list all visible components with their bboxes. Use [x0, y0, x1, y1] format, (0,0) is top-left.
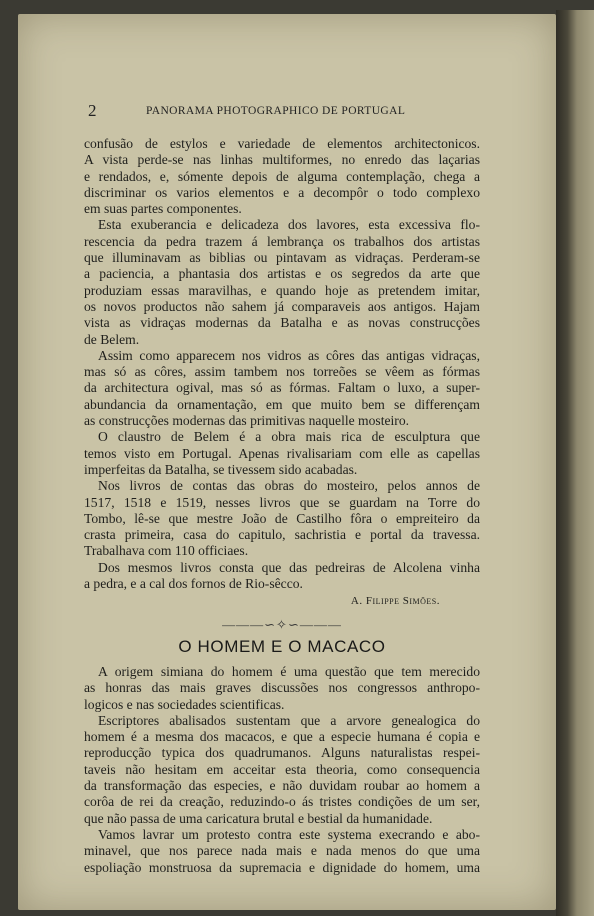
author-signature: A. Filippe Simões.: [350, 595, 440, 608]
article-body-1: [84, 136, 480, 640]
running-head: [88, 102, 480, 122]
text-line: Escriptores abalisados sustentam que a arvore genealogica do: [98, 712, 480, 728]
text-line: abundancia da ornamentação, em que muito bem se differençam: [84, 396, 480, 412]
running-title: PANORAMA PHOTOGRAPHICO DE PORTUGAL: [146, 105, 406, 117]
text-line: as honras das mais graves discussões nos congressos anthropo-: [84, 680, 480, 696]
text-line: A origem simiana do homem é uma questão que tem merecido: [98, 664, 480, 679]
text-line: as construcções modernas das primitivas naquelle mosteiro.: [84, 413, 410, 429]
text-line: Trabalhava com 110 officiaes.: [84, 543, 249, 559]
text-line: espoliação monstruosa da supremacia e dignidade do homem, uma: [84, 859, 480, 875]
text-line: 1517, 1518 e 1519, nesses livros que se guardam na Torre do: [84, 494, 480, 510]
text-line: temos visto em Portugal. Apenas rivalisariam com elle as capellas: [84, 445, 480, 461]
text-line: Esta exuberancia e delicadeza dos lavores, esta excessiva flo-: [98, 217, 480, 233]
text-line: a paciencia, a phantasia dos artistas e os segredos da arte que: [84, 266, 480, 282]
text-line: crasta primeira, casa do capitulo, sachristia e portal da travessa.: [84, 527, 480, 543]
text-line: confusão de estylos e variedade de elementos architectonicos.: [84, 136, 480, 151]
text-line: logicos e nas sociedades scientificas.: [84, 696, 285, 712]
book-spine: [556, 10, 594, 916]
section-ornament: ———∽✧∽———: [222, 617, 342, 633]
text-line: a pedra, e a cal dos fornos de Rio-sêcco.: [84, 576, 303, 592]
text-line: vista as vidraças modernas da Batalha e as novas construcções: [84, 315, 480, 331]
text-line: imperfeitas da Batalha, se tivessem sido acabadas.: [84, 461, 358, 477]
text-line: rescencia da pedra trazem á lembrança os trabalhos dos artistas: [84, 233, 480, 249]
text-line: discriminar os varios elementos e a decompôr o todo complexo: [84, 184, 480, 200]
text-line: Dos mesmos livros consta que das pedreiras de Alcolena vinha: [98, 559, 480, 575]
text-line: de Belem.: [84, 331, 140, 347]
text-line: minavel, que nos parece nada mais e nada menos do que uma: [84, 843, 480, 859]
section-title: O HOMEM E O MACACO: [178, 637, 386, 656]
text-line: reproducção typica dos quadrumanos. Alguns naturalistas respei-: [84, 745, 480, 761]
text-line: que não passa de uma caricatura brutal e bestial da humanidade.: [84, 810, 433, 826]
text-line: os novos productos não sahem já comparaveis aos antigos. Hajam: [84, 298, 480, 314]
text-line: da transformação das especies, e não duvidam roubar ao homem a: [84, 778, 480, 794]
text-line: produziam essas maravilhas, e quando hoje as pretendem imitar,: [84, 282, 480, 298]
text-line: homem é a mesma dos macacos, e que a especie humana é copia e: [84, 729, 480, 745]
text-line: O claustro de Belem é a obra mais rica de esculptura que: [98, 429, 480, 445]
text-line: da architectura ogival, mas só as fórmas. Faltam o luxo, a super-: [84, 380, 480, 396]
text-line: que illuminavam as biblias ou pintavam as vidraças. Perderam-se: [84, 250, 480, 266]
text-line: Vamos lavrar um protesto contra este systema execrando e abo-: [98, 826, 480, 842]
text-line: taveis não hesitam em acceitar esta theoria, como consequencia: [84, 761, 480, 777]
text-line: em suas partes componentes.: [84, 201, 242, 217]
text-line: Assim como apparecem nos vidros as côres das antigas vidraças,: [98, 347, 480, 363]
text-line: corôa de rei da creação, reduzindo-o ás tristes condições de um ser,: [84, 794, 480, 810]
page-number: 2: [88, 101, 97, 120]
text-line: Nos livros de contas das obras do mosteiro, pelos annos de: [98, 478, 480, 494]
text-line: mas só as côres, assim tambem nos torreões se vêem as fórmas: [84, 364, 480, 380]
text-line: e rendados, e, sómente depois de alguma contemplação, chega a: [84, 168, 480, 184]
text-line: Tombo, lê-se que mestre João de Castilho fôra o empreiteiro da: [84, 510, 480, 526]
text-line: A vista perde-se nas linhas multiformes, no enredo das laçarias: [84, 152, 480, 168]
article-body-2: [84, 632, 480, 876]
